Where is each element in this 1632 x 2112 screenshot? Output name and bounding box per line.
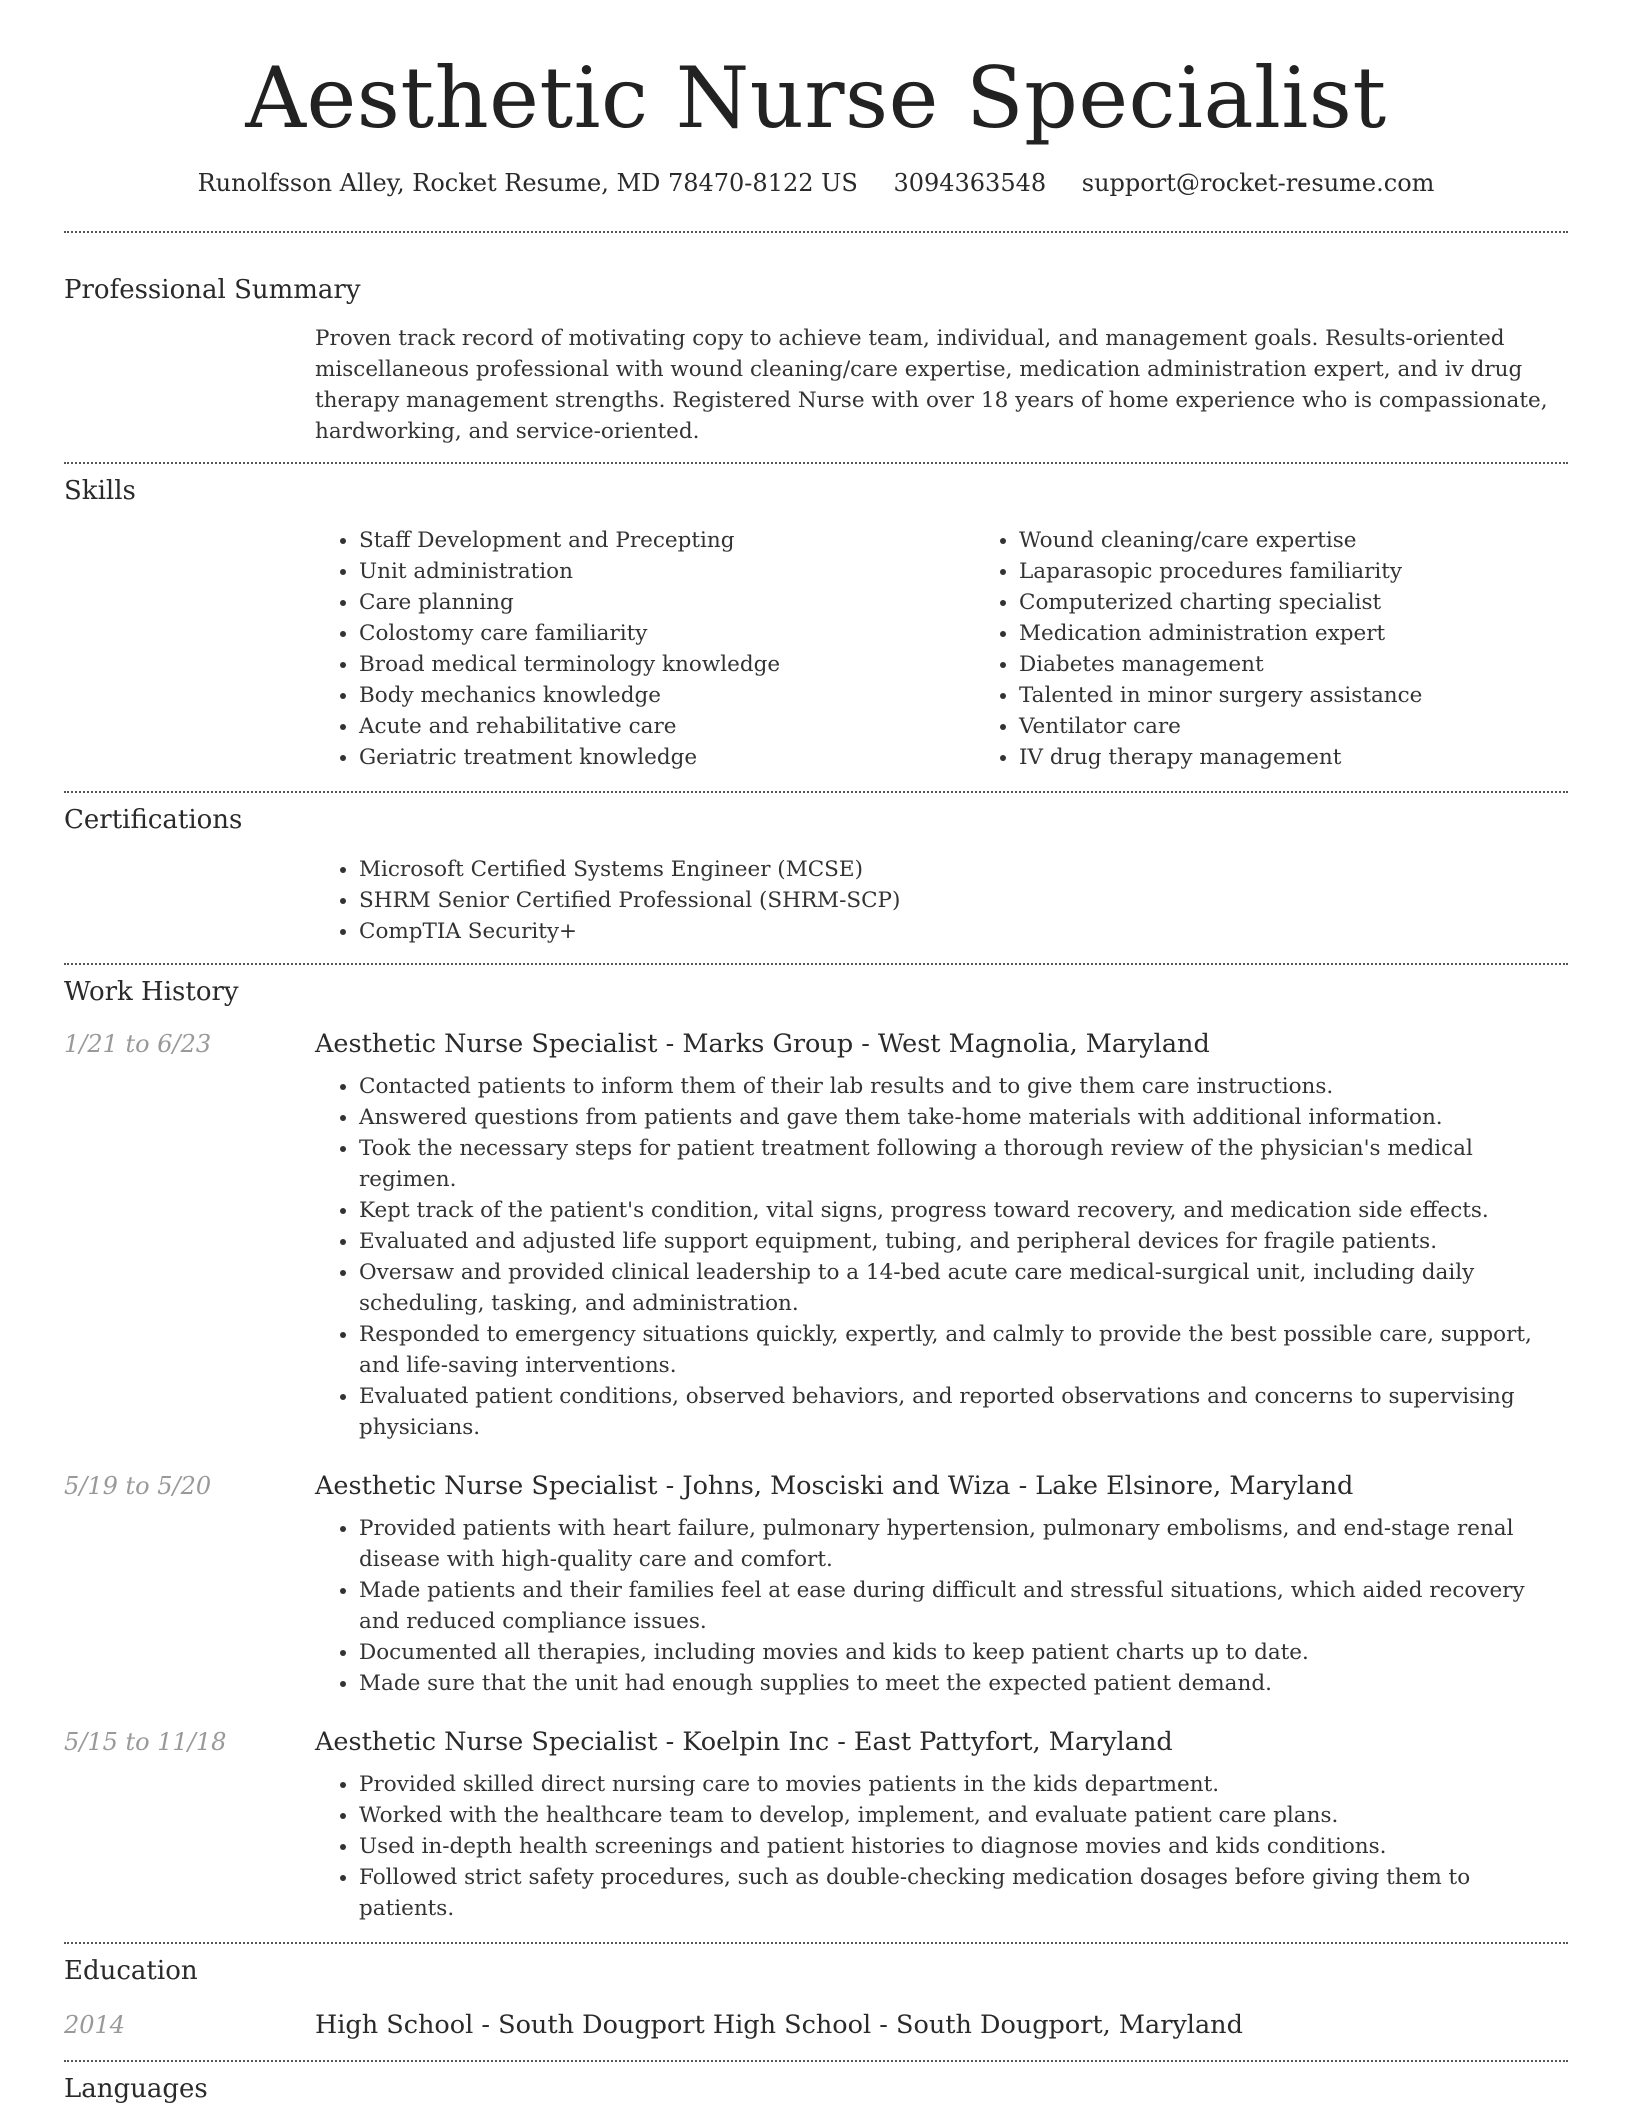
certification-item: • Microsoft Certified Systems Engineer (MCSE) — [359, 854, 1568, 885]
certification-item: • SHRM Senior Certified Professional (SHRM-SCP) — [359, 885, 1568, 916]
job-bullet: • Answered questions from patients and gave them take-home materials with additional information. — [359, 1102, 1568, 1133]
education-year: 2014 — [64, 2010, 126, 2039]
skill-item: • Body mechanics knowledge — [359, 680, 975, 711]
skill-item: • Laparasopic procedures familiarity — [1019, 556, 1632, 587]
job-heading: Aesthetic Nurse Specialist - Marks Group - West Magnolia, Maryland — [315, 1028, 1210, 1059]
contact-phone: 3094363548 — [893, 168, 1047, 197]
section-divider — [64, 1942, 1568, 1944]
skill-item: • Geriatric treatment knowledge — [359, 742, 975, 773]
skill-item: • Unit administration — [359, 556, 975, 587]
contact-line — [64, 169, 1568, 197]
skill-item: • Colostomy care familiarity — [359, 618, 975, 649]
job-bullet: • Evaluated patient conditions, observed behaviors, and reported observations and concerns to supervising physicians. — [359, 1381, 1568, 1443]
job-bullet: • Documented all therapies, including movies and kids to keep patient charts up to date. — [359, 1637, 1568, 1668]
job-entry — [64, 1727, 1568, 1924]
education-heading: Education — [64, 1955, 198, 1986]
job-entry — [64, 1029, 1568, 1443]
job-bullet: • Responded to emergency situations quickly, expertly, and calmly to provide the best possible care, support, and life-saving interventions. — [359, 1319, 1568, 1381]
skill-item: • Wound cleaning/care expertise — [1019, 525, 1632, 556]
skill-item: • IV drug therapy management — [1019, 742, 1632, 773]
education-section — [64, 1956, 1568, 2040]
resume-name: Aesthetic Nurse Specialist — [245, 49, 1387, 147]
job-entry — [64, 1471, 1568, 1699]
certifications-list — [315, 854, 1568, 947]
skill-item: • Talented in minor surgery assistance — [1019, 680, 1632, 711]
section-divider — [64, 963, 1568, 965]
skill-item: • Ventilator care — [1019, 711, 1632, 742]
work-history-heading: Work History — [64, 976, 239, 1007]
contact-email: support@rocket-resume.com — [1081, 168, 1435, 197]
job-bullet: • Provided patients with heart failure, pulmonary hypertension, pulmonary embolisms, and end-stage renal disease with high-quality care and comfort. — [359, 1513, 1568, 1575]
job-bullet: • Made patients and their families feel at ease during difficult and stressful situations, which aided recovery and reduced compliance issues. — [359, 1575, 1568, 1637]
section-divider — [64, 791, 1568, 793]
languages-heading: Languages — [64, 2073, 208, 2104]
job-bullet: • Kept track of the patient's condition, vital signs, progress toward recovery, and medication side effects. — [359, 1195, 1568, 1226]
job-bullet: • Followed strict safety procedures, such as double-checking medication dosages before giving them to patients. — [359, 1862, 1568, 1924]
skill-item: • Computerized charting specialist — [1019, 587, 1632, 618]
languages-section — [64, 2074, 1568, 2104]
skills-list — [315, 525, 1632, 773]
job-bullet: • Evaluated and adjusted life support equipment, tubing, and peripheral devices for fragile patients. — [359, 1226, 1568, 1257]
skills-heading: Skills — [64, 475, 136, 506]
contact-address: Runolfsson Alley, Rocket Resume, MD 78470-8122 US — [197, 168, 858, 197]
education-heading-line: High School - South Dougport High School - South Dougport, Maryland — [315, 2009, 1243, 2040]
skills-section — [64, 476, 1568, 773]
job-bullets — [315, 1769, 1568, 1924]
job-bullet: • Took the necessary steps for patient treatment following a thorough review of the physician's medical regimen. — [359, 1133, 1568, 1195]
summary-section — [64, 275, 1568, 447]
job-bullets — [315, 1071, 1568, 1443]
job-bullet: • Contacted patients to inform them of their lab results and to give them care instructions. — [359, 1071, 1568, 1102]
section-divider — [64, 2060, 1568, 2062]
summary-text: Proven track record of motivating copy to achieve team, individual, and management goals. Results-oriented miscellaneous professional with wound cleaning/care expertise, medication administration expert, and iv drug therapy management strengths. Registered Nurse with over 18 years of home experience who is compassionate, hardworking, and service-oriented. — [315, 325, 1548, 444]
skill-item: • Medication administration expert — [1019, 618, 1632, 649]
job-bullet: • Made sure that the unit had enough supplies to meet the expected patient demand. — [359, 1668, 1568, 1699]
certifications-heading: Certifications — [64, 804, 243, 835]
skill-item: • Staff Development and Precepting — [359, 525, 975, 556]
section-divider — [64, 231, 1568, 233]
job-bullet: • Used in-depth health screenings and patient histories to diagnose movies and kids conditions. — [359, 1831, 1568, 1862]
skill-item: • Diabetes management — [1019, 649, 1632, 680]
job-heading: Aesthetic Nurse Specialist - Koelpin Inc - East Pattyfort, Maryland — [315, 1726, 1173, 1757]
skill-item: • Care planning — [359, 587, 975, 618]
work-history-section — [64, 977, 1568, 1924]
job-bullet: • Provided skilled direct nursing care to movies patients in the kids department. — [359, 1769, 1568, 1800]
skills-column-2 — [975, 525, 1632, 773]
job-dates: 1/21 to 6/23 — [64, 1029, 212, 1058]
job-heading: Aesthetic Nurse Specialist - Johns, Mosciski and Wiza - Lake Elsinore, Maryland — [315, 1470, 1354, 1501]
section-divider — [64, 462, 1568, 464]
certifications-section — [64, 805, 1568, 947]
skill-item: • Broad medical terminology knowledge — [359, 649, 975, 680]
skill-item: • Acute and rehabilitative care — [359, 711, 975, 742]
job-dates: 5/15 to 11/18 — [64, 1727, 227, 1756]
summary-heading: Professional Summary — [64, 274, 361, 305]
job-bullets — [315, 1513, 1568, 1699]
job-bullet: • Oversaw and provided clinical leadership to a 14-bed acute care medical-surgical unit, including daily scheduling, tasking, and administration. — [359, 1257, 1568, 1319]
job-dates: 5/19 to 5/20 — [64, 1471, 212, 1500]
certification-item: • CompTIA Security+ — [359, 916, 1568, 947]
job-bullet: • Worked with the healthcare team to develop, implement, and evaluate patient care plans. — [359, 1800, 1568, 1831]
skills-column-1 — [315, 525, 975, 773]
